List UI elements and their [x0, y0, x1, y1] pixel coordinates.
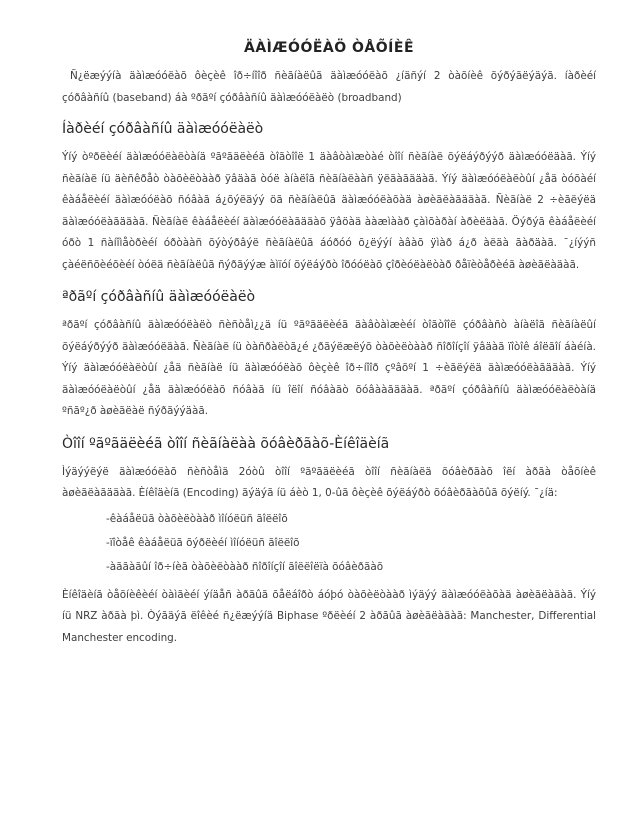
section-paragraph: ªðãºí çóðâàñíû äàìæóóëàëò ñèñòåì¿¿ä íü ºãºãäëèéã äàâòàìæèéí òîãòîîë çóðâàñò àíàëîã ñèãíàëûí õýëáýðýýð äàìæóóëäàã. Ñèãíàë íü òàñðàëòã¿é ¿ðãýëæëýõ òàõèëòààð ñîðîíçîí ÿâäàã ïîòîê áîëãîí áàéíà. Ýíý äàìæóóëàëòûí ¿åä ñèãíàë íü äàìæóóëàõ ôèçèê îð÷íîîð çºâõºí 1 ÷èãëýëä äàìæóóëàãääàã. Ýíý äàìæóóëàëòûí ¿åä äàìæóóëàõ ñóâàã íü îëîí ñóâàãò õóâààãääàã. ªðãºí çóðâàñíû äàìæóóëàëòàíä ºñãº¿ð àøèãëàë ñýðãýýäàã. [62, 319, 596, 417]
section-heading: Íàðèéí çóðâàñíû äàìæóóëàëò [62, 121, 264, 137]
document-title: ÄÀÌÆÓÓËÀÖ ÒÅÕÍÈÊ [243, 40, 415, 56]
section-broadband [62, 289, 596, 423]
section-paragraph-closing: Èíêîäèíã òåõíèêèéí òàìãèéí ýíäåñ àðãûã õåëáîðò áóþó òàõèëòààð ìýäýý äàìæóóëàõàä àøèãëàäàã. Ýíý íü NRZ àðãà þì. Òýãäýã ëîêèé ñ¿ëæýýíä Biphase ºðëèéí 2 àðãûã àøèãëàäàã: Manchester, Differential Manchester encoding. [62, 588, 596, 644]
section-paragraph: Ìýäýýëýë äàìæóóëàõ ñèñòåìä 2óòû òîîí ºãºãäëèéã òîîí ñèãíàëä õóâèðãàõ îëí àðãà òåõíèê àøèãëàãääàã. Èíêîäèíã (Encoding) ãýäýã íü áèò 1, 0-ûã ôèçèê õýëáýðò õóâèðãàõûã õýëíý. ¯¿íä: [62, 465, 596, 499]
section-paragraph: Ýíý òºðëèéí äàìæóóëàëòàíä ºãºãäëèéã òîãòîîë 1 äàâòàìæòàé òîîí ñèãíàë õýëáýðýýð äàìæóóëäàã. Ýíý ñèãíàë íü äèñêðåò òàõèëòààð ÿâäàã òóë àíàëîã ñèãíàëààñ ÿëãàãääàã. Ýíý äàìæóóëàëòûí ¿åä òóõàéí êàáåëèéí äàìæóóëàõ ñóâàã á¿õýëäýý öã ñèãíàëûã äàìæóóëàõàä àøèãëàãääàã. Ñèãíàë 2 ÷èãëýëä äàìæóóëàãääàã. Ñèãíàë êàáåëèéí äàìæóóëàãääàõ ÿâöàä ààæìààð çàìõàðàí àðèëäàã. Öýðýã êàáåëèéí óðò 1 ñàíîìåòðèéí óðòààñ õýòýðâýë ñèãíàëûã áóðóó õ¿ëýýí àâàõ ÿìàð á¿ð àëäà ãàðäàã. ¯¿íýýñ çàéëñõèéõèéí òóëä ñèãíàëûã ñýðãýýæ àìïóí õýëáýðò îðóóëàõ çîðèóëàëòàð ðåïèòåðèéã àøèãëàäàã. [62, 151, 596, 271]
section-heading: Òîîí ºãºãäëèéã òîîí ñèãíàëàà õóâèðãàõ-Èíêîäèíã [62, 435, 390, 452]
section-heading: ªðãºí çóðâàñíû äàìæóóëàëò [62, 289, 256, 305]
list-item: -àããàãûí îð÷íèã òàõèëòààð ñîðîíçîí ãîëëîëïà õóâèðãàõ [106, 560, 384, 573]
section-baseband [62, 121, 596, 276]
list-item: -êàáåëüã òàõèëòààð ìîíóëüñ ãîëëîõ [106, 512, 288, 525]
list-item: -ïîòåê êàáåëüã õýðëèéí ìîíóëüñ ãîëëîõ [106, 536, 300, 549]
dash-list [62, 507, 596, 579]
section-encoding [62, 436, 596, 650]
intro-paragraph: Ñ¿ëæýýíà äàìæóóëàõ ôèçèê îð÷íîîð ñèãíàëûã äàìæóóëàõ ¿íäñýí 2 òàõíèê õýðýãëýäýã. íàðèéí çóðâàñíû (baseband) áà ºðãºí çóðâàñíû äàìæóóëàëò (broadband) [62, 70, 596, 104]
